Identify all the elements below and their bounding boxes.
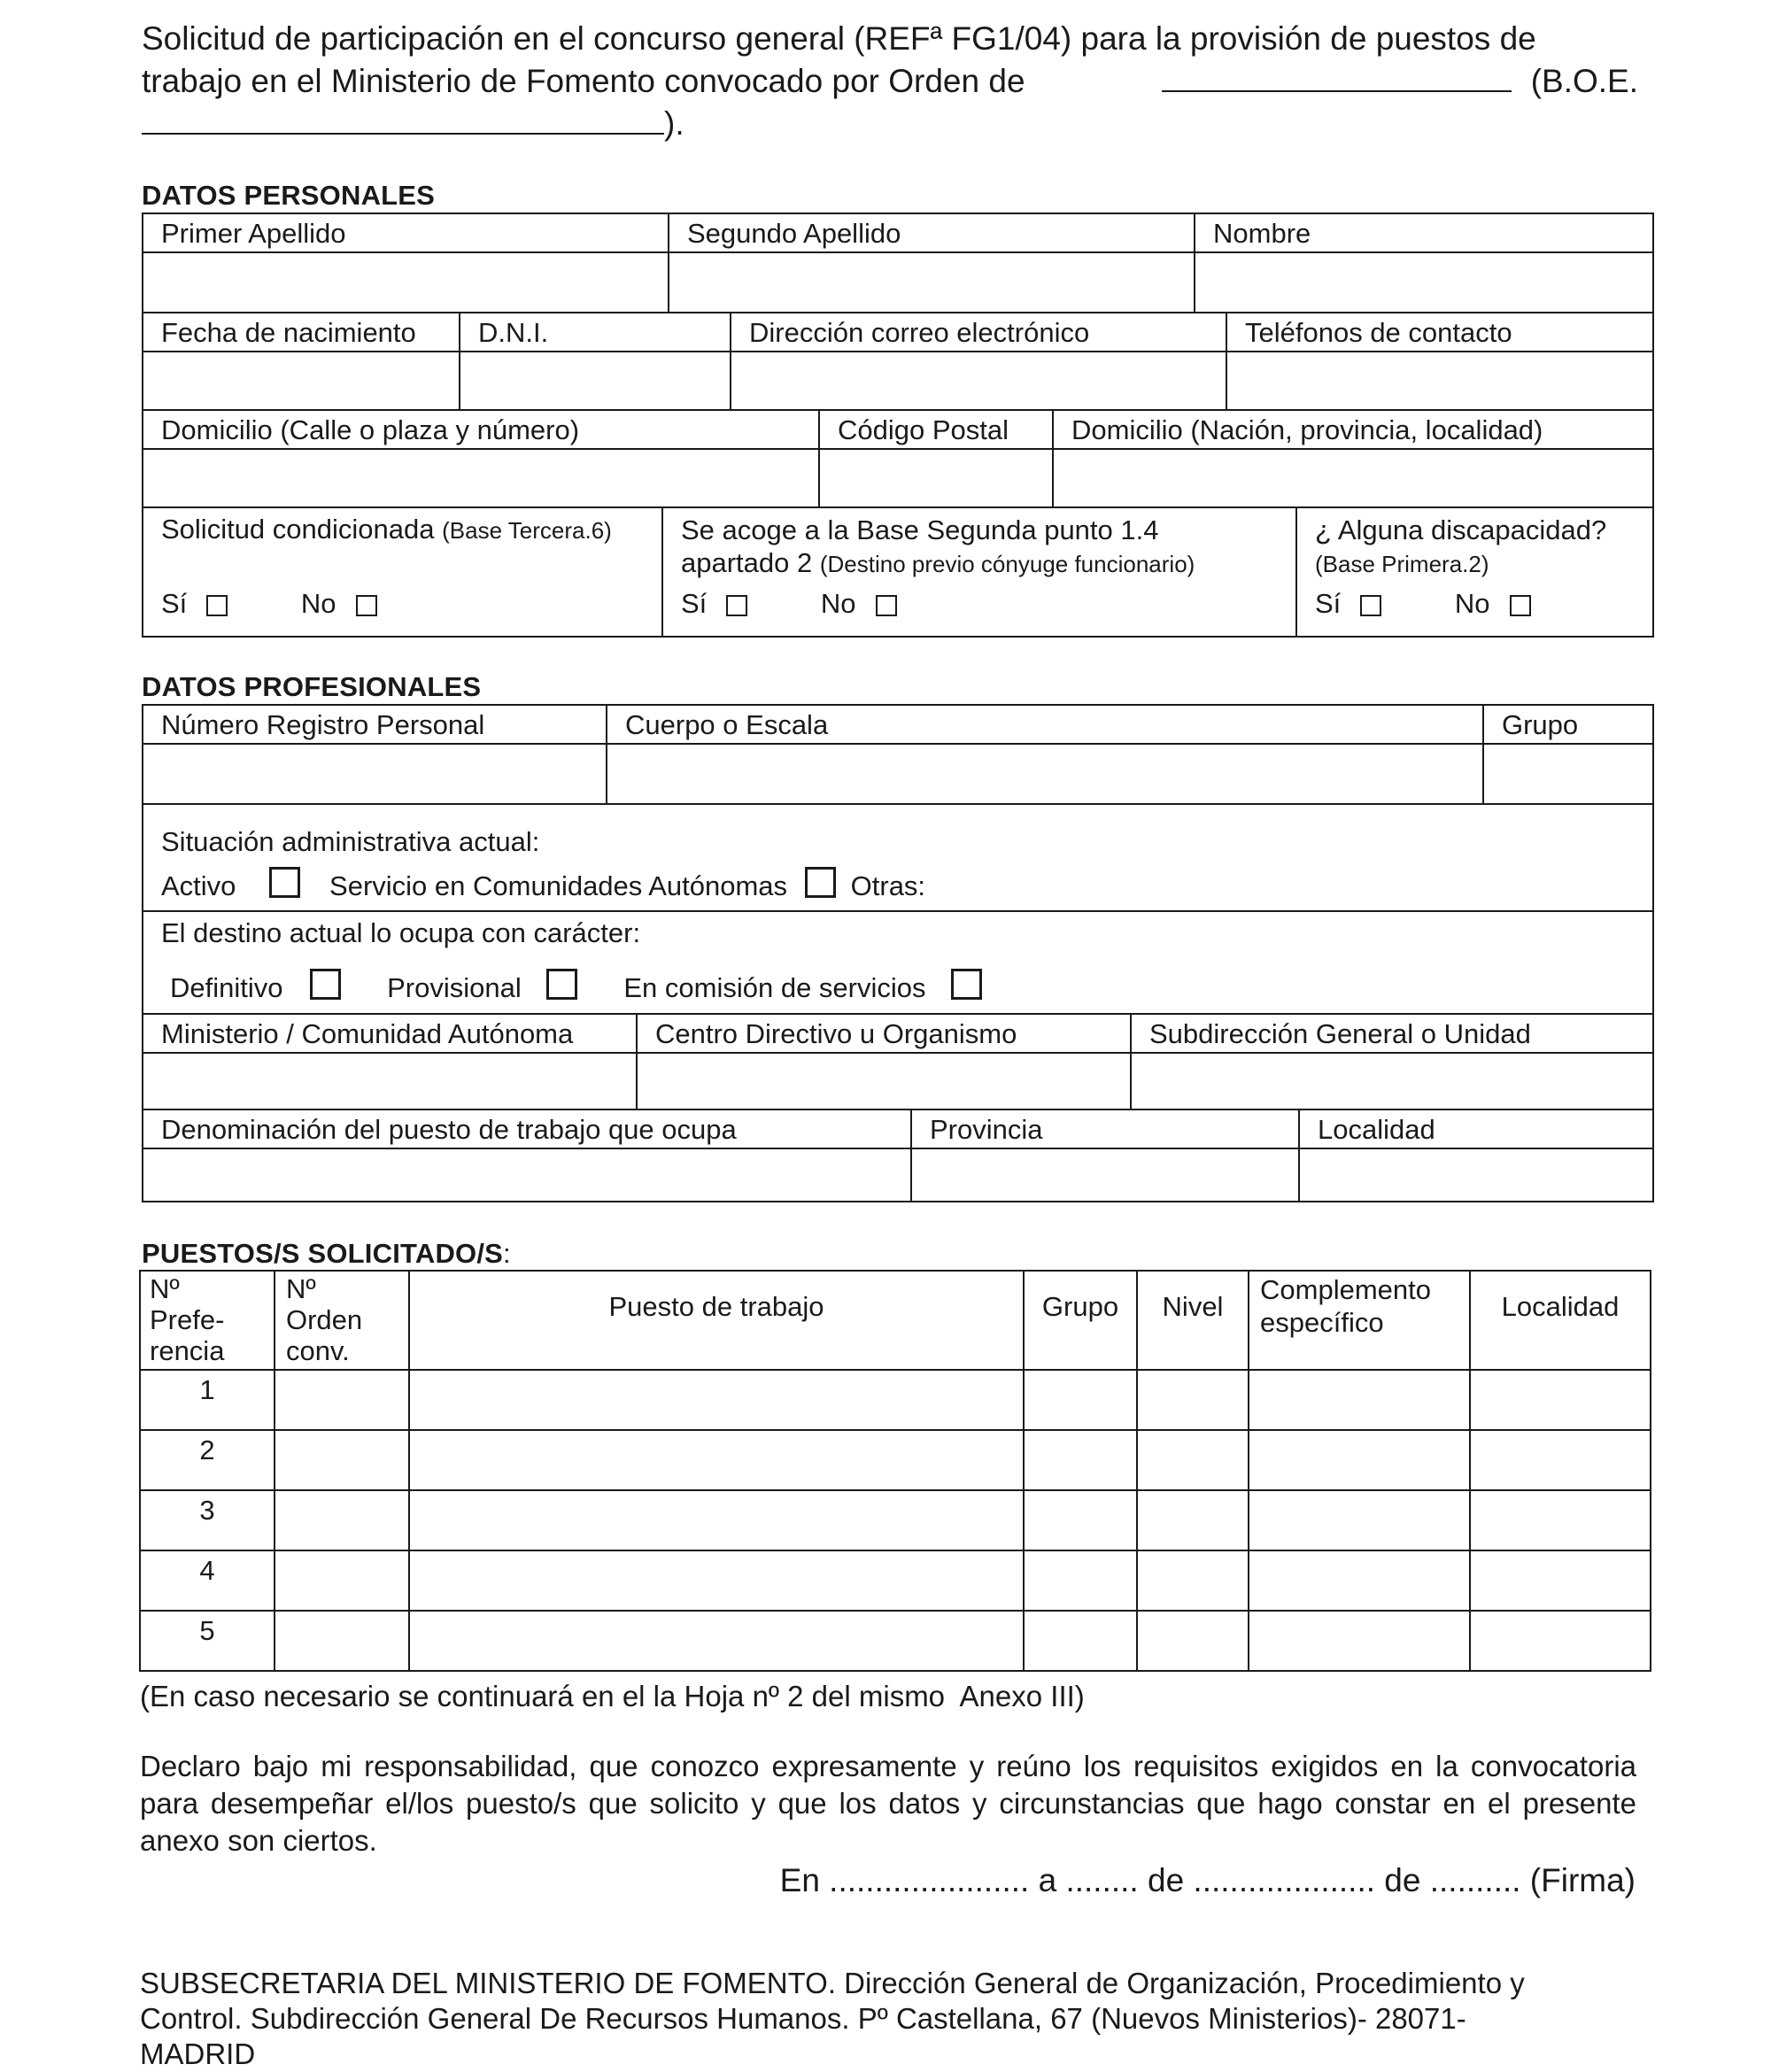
localidad-cell[interactable] — [1470, 1611, 1651, 1671]
datos-profesionales-title: DATOS PROFESIONALES — [142, 671, 482, 702]
destino-caracter-label: El destino actual lo ocupa con carácter: — [161, 917, 641, 948]
base-segunda-si-checkbox[interactable] — [726, 595, 747, 616]
orden-cell[interactable] — [275, 1370, 409, 1430]
base-segunda-no-label: No — [820, 588, 856, 619]
primer-apellido-label: Primer Apellido — [161, 218, 346, 249]
puestos-header-row — [140, 1271, 1651, 1370]
comision-label: En comisión de servicios — [623, 972, 926, 1003]
otras-label: Otras: — [850, 870, 926, 901]
header-complemento: Complemento específico — [1249, 1271, 1470, 1370]
codigo-postal-label: Código Postal — [838, 414, 1009, 445]
centro-label: Centro Directivo u Organismo — [655, 1018, 1017, 1049]
header-puesto: Puesto de trabajo — [409, 1271, 1024, 1370]
declaracion-text: Declaro bajo mi responsabilidad, que conozco expresamente y reúno los requisitos exigidos en la convocatoria para desempeñar el/los puesto/s que solicito y que los datos y circunstancias que hago constar en el presente anexo son ciertos. — [140, 1750, 1636, 1857]
puesto-cell[interactable] — [409, 1550, 1024, 1611]
domicilio-nacion-field[interactable] — [1053, 449, 1653, 507]
row-number: 1 — [140, 1370, 275, 1430]
localidad-field[interactable] — [1299, 1148, 1653, 1202]
nrp-label: Número Registro Personal — [161, 709, 485, 740]
nrp-field[interactable] — [143, 744, 607, 804]
cuerpo-field[interactable] — [607, 744, 1483, 804]
dni-field[interactable] — [460, 352, 731, 410]
intro-paragraph — [142, 18, 1638, 145]
ministerio-field[interactable] — [143, 1053, 637, 1109]
base-segunda-label: Se acoge a la Base Segunda punto 1.4 — [681, 514, 1159, 545]
nivel-cell[interactable] — [1137, 1490, 1249, 1550]
condicionada-si-label: Sí — [161, 588, 188, 619]
grupo-cell[interactable] — [1024, 1490, 1137, 1550]
grupo-cell[interactable] — [1024, 1611, 1137, 1671]
prof-registro-table — [142, 704, 1654, 805]
header-nivel: Nivel — [1137, 1271, 1249, 1370]
table-row — [140, 1430, 1651, 1490]
boe-label: (B.O.E. — [1530, 63, 1638, 99]
telefonos-label: Teléfonos de contacto — [1245, 317, 1512, 348]
localidad-cell[interactable] — [1470, 1430, 1651, 1490]
orden-cell[interactable] — [275, 1430, 409, 1490]
nivel-cell[interactable] — [1137, 1611, 1249, 1671]
complemento-cell[interactable] — [1249, 1370, 1470, 1430]
solicitud-condicionada-ref: (Base Tercera.6) — [442, 517, 612, 544]
discapacidad-si-label: Sí — [1315, 588, 1342, 619]
dni-label: D.N.I. — [478, 317, 549, 348]
nivel-cell[interactable] — [1137, 1430, 1249, 1490]
domicilio-calle-label: Domicilio (Calle o plaza y número) — [161, 414, 580, 445]
segundo-apellido-label: Segundo Apellido — [687, 218, 901, 249]
codigo-postal-field[interactable] — [819, 449, 1053, 507]
table-row — [140, 1550, 1651, 1611]
grupo-field[interactable] — [1483, 744, 1653, 804]
localidad-cell[interactable] — [1470, 1490, 1651, 1550]
telefonos-field[interactable] — [1226, 352, 1653, 410]
domicilio-calle-field[interactable] — [143, 449, 819, 507]
boe-field[interactable] — [142, 103, 664, 135]
activo-checkbox[interactable] — [269, 867, 300, 898]
ministerio-label: Ministerio / Comunidad Autónoma — [161, 1018, 574, 1049]
provisional-label: Provisional — [387, 972, 522, 1003]
row-number: 3 — [140, 1490, 275, 1550]
orden-date-field[interactable] — [1162, 60, 1512, 92]
discapacidad-si-checkbox[interactable] — [1360, 595, 1381, 616]
complemento-cell[interactable] — [1249, 1490, 1470, 1550]
base-segunda-ref: (Destino previo cónyuge funcionario) — [819, 551, 1195, 577]
situacion-label: Situación administrativa actual: — [161, 826, 540, 857]
servicio-ccaa-checkbox[interactable] — [805, 867, 836, 898]
table-row — [140, 1370, 1651, 1430]
provincia-field[interactable] — [911, 1148, 1299, 1202]
localidad-label: Localidad — [1318, 1114, 1435, 1145]
centro-field[interactable] — [637, 1053, 1131, 1109]
provincia-label: Provincia — [930, 1114, 1043, 1145]
localidad-cell[interactable] — [1470, 1550, 1651, 1611]
row-number: 4 — [140, 1550, 275, 1611]
comision-checkbox[interactable] — [951, 969, 982, 1000]
activo-label: Activo — [161, 870, 236, 901]
header-grupo: Grupo — [1024, 1271, 1137, 1370]
puesto-cell[interactable] — [409, 1430, 1024, 1490]
table-row — [140, 1490, 1651, 1550]
nivel-cell[interactable] — [1137, 1550, 1249, 1611]
prof-situacion-table — [142, 803, 1654, 1015]
personal-contact-table — [142, 312, 1654, 411]
fecha-nacimiento-label: Fecha de nacimiento — [161, 317, 416, 348]
puestos-title: PUESTOS/S SOLICITADO/S: — [142, 1238, 511, 1269]
cuerpo-label: Cuerpo o Escala — [625, 709, 829, 740]
primer-apellido-field[interactable] — [143, 252, 669, 313]
definitivo-label: Definitivo — [170, 972, 283, 1003]
complemento-cell[interactable] — [1249, 1430, 1470, 1490]
intro-line-3-end: ). — [664, 105, 684, 142]
definitivo-checkbox[interactable] — [310, 969, 341, 1000]
datos-personales-title: DATOS PERSONALES — [142, 180, 436, 211]
personal-options-table — [142, 506, 1654, 638]
footer-address: SUBSECRETARIA DEL MINISTERIO DE FOMENTO. Dirección General de Organización, Procedimiento y Control. Subdirección General De Recursos Humanos. Pº Castellana, 67 (Nuevos Ministerios)- 28071- MADRID — [140, 1967, 1525, 2070]
email-field[interactable] — [731, 352, 1226, 410]
puesto-cell[interactable] — [409, 1611, 1024, 1671]
personal-address-table — [142, 409, 1654, 508]
table-row — [140, 1611, 1651, 1671]
base-segunda-si-label: Sí — [681, 588, 708, 619]
condicionada-si-checkbox[interactable] — [206, 595, 228, 616]
orden-cell[interactable] — [275, 1490, 409, 1550]
subdireccion-field[interactable] — [1131, 1053, 1653, 1109]
complemento-cell[interactable] — [1249, 1611, 1470, 1671]
denominacion-field[interactable] — [143, 1148, 911, 1202]
orden-cell[interactable] — [275, 1611, 409, 1671]
header-orden: Nº Orden conv. — [275, 1271, 409, 1370]
prof-puesto-actual-table — [142, 1109, 1654, 1202]
puesto-cell[interactable] — [409, 1370, 1024, 1430]
servicio-ccaa-label: Servicio en Comunidades Autónomas — [329, 870, 788, 901]
continuation-note: (En caso necesario se continuará en el la Hoja nº 2 del mismo Anexo III) — [140, 1680, 1085, 1712]
firma-line: En ...................... a ........ de .................... de .......... (Firma) — [779, 1862, 1636, 1898]
denominacion-label: Denominación del puesto de trabajo que ocupa — [161, 1114, 737, 1145]
puestos-table — [139, 1270, 1651, 1672]
email-label: Dirección correo electrónico — [749, 317, 1090, 348]
personal-names-table — [142, 213, 1654, 313]
condicionada-no-checkbox[interactable] — [356, 595, 377, 616]
complemento-cell[interactable] — [1249, 1550, 1470, 1611]
puesto-cell[interactable] — [409, 1490, 1024, 1550]
discapacidad-no-label: No — [1454, 588, 1490, 619]
nombre-label: Nombre — [1213, 218, 1311, 249]
intro-line-2: trabajo en el Ministerio de Fomento convocado por Orden de — [142, 63, 1025, 99]
discapacidad-label: ¿ Alguna discapacidad? — [1315, 514, 1607, 545]
solicitud-condicionada-label: Solicitud condicionada — [161, 514, 435, 545]
nivel-cell[interactable] — [1137, 1370, 1249, 1430]
base-segunda-no-checkbox[interactable] — [876, 595, 897, 616]
intro-line-1: Solicitud de participación en el concurso general (REFª FG1/04) para la provisión de puestos de — [142, 20, 1536, 57]
localidad-cell[interactable] — [1470, 1370, 1651, 1430]
grupo-cell[interactable] — [1024, 1370, 1137, 1430]
nombre-field[interactable] — [1195, 252, 1653, 313]
domicilio-nacion-label: Domicilio (Nación, provincia, localidad) — [1071, 414, 1543, 445]
row-number: 5 — [140, 1611, 275, 1671]
discapacidad-no-checkbox[interactable] — [1510, 595, 1531, 616]
grupo-label: Grupo — [1502, 709, 1579, 740]
grupo-cell[interactable] — [1024, 1430, 1137, 1490]
prof-destino-table — [142, 1013, 1654, 1110]
condicionada-no-label: No — [300, 588, 336, 619]
row-number: 2 — [140, 1430, 275, 1490]
header-localidad: Localidad — [1470, 1271, 1651, 1370]
header-preferencia: Nº Prefe- rencia — [140, 1271, 275, 1370]
provisional-checkbox[interactable] — [546, 969, 577, 1000]
segundo-apellido-field[interactable] — [669, 252, 1195, 313]
fecha-nacimiento-field[interactable] — [143, 352, 460, 410]
discapacidad-ref: (Base Primera.2) — [1315, 551, 1489, 577]
orden-cell[interactable] — [275, 1550, 409, 1611]
subdireccion-label: Subdirección General o Unidad — [1149, 1018, 1531, 1049]
base-segunda-apartado: apartado 2 — [681, 547, 813, 578]
grupo-cell[interactable] — [1024, 1550, 1137, 1611]
